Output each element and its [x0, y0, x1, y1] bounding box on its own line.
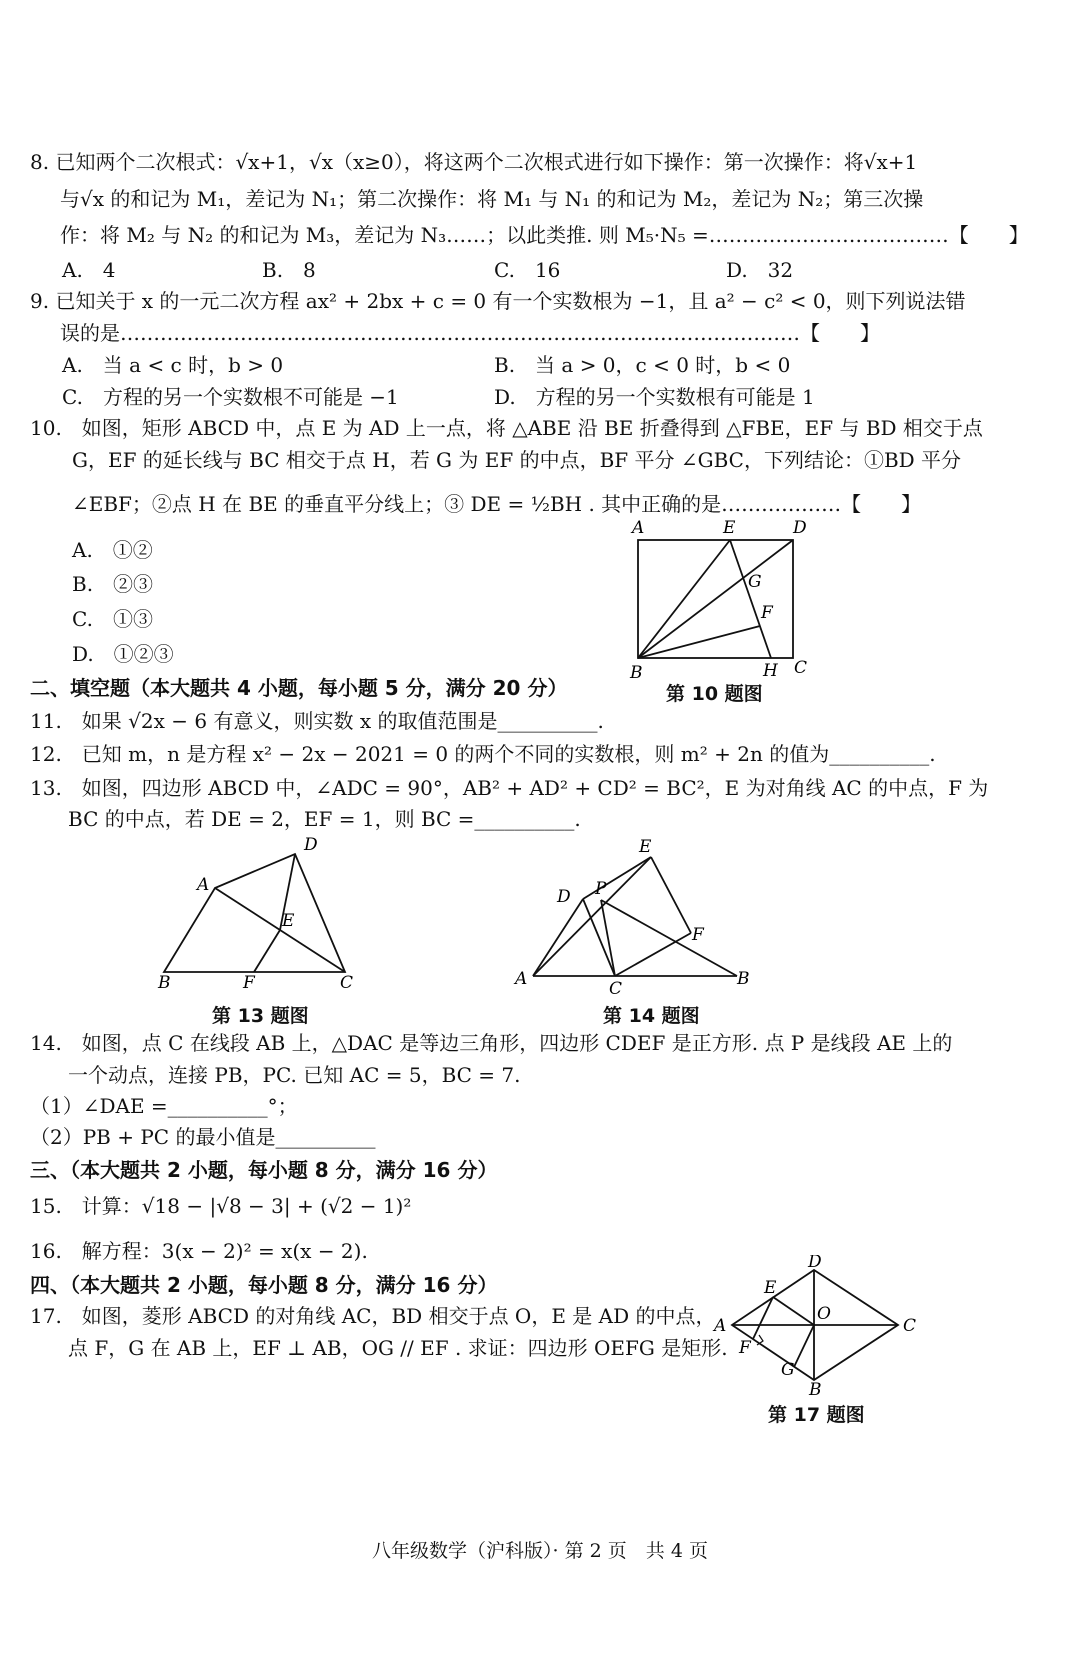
q14-part2: （2）PB + PC 的最小值是__________ [30, 1125, 376, 1149]
q13-caption: 第 13 题图 [212, 1005, 309, 1027]
page-footer: 八年级数学（沪科版）· 第 2 页 共 4 页 [372, 1540, 708, 1562]
q8-option-d: D. 32 [726, 258, 794, 282]
q12: 12. 已知 m，n 是方程 x² − 2x − 2021 = 0 的两个不同的实数根，则 m² + 2n 的值为__________. [30, 742, 936, 766]
q11: 11. 如果 √2x − 6 有意义，则实数 x 的取值范围是__________. [30, 709, 604, 733]
q17-line1: 17. 如图，菱形 ABCD 的对角线 AC，BD 相交于点 O，E 是 AD 的中点， [30, 1304, 716, 1328]
label-c: C [903, 1316, 917, 1336]
label-e: E [723, 518, 736, 538]
q14-part1: （1）∠DAE =__________°； [30, 1094, 298, 1118]
label-c: C [340, 973, 354, 992]
label-f: F [761, 603, 773, 623]
label-d: D [793, 518, 807, 538]
label-c: C [609, 979, 623, 997]
q14-caption: 第 14 题图 [603, 1005, 700, 1027]
label-f: F [692, 925, 704, 945]
segment-eo [773, 1297, 814, 1325]
q10-option-c: C. ①③ [72, 607, 153, 631]
label-b: B [630, 663, 643, 683]
label-e: E [764, 1278, 777, 1298]
q9-option-d: D. 方程的另一个实数根有可能是 1 [494, 385, 815, 409]
q13-figure [150, 832, 370, 992]
segment-fc [615, 933, 691, 976]
q8-line3: 作：将 M₂ 与 N₂ 的和记为 M₃，差记为 N₃……；以此类推. 则 M₅·N₅ =………………………………【 】 [60, 223, 1029, 247]
q10-line2: G，EF 的延长线与 BC 相交于点 H，若 G 为 EF 的中点，BF 平分 ∠GBC，下列结论：①BD 平分 [72, 448, 962, 472]
label-g: G [781, 1360, 795, 1380]
label-b: B [158, 973, 171, 992]
q10-option-a: A. ①② [72, 538, 153, 562]
label-a: A [632, 518, 645, 538]
q16: 16. 解方程：3(x − 2)² = x(x − 2). [30, 1239, 368, 1263]
label-d: D [304, 835, 318, 855]
label-f: F [739, 1338, 751, 1358]
q10-figure [620, 515, 820, 690]
label-h: H [763, 661, 778, 681]
section-3-heading: 三、（本大题共 2 小题，每小题 8 分，满分 16 分） [30, 1158, 498, 1182]
q8-option-b: B. 8 [262, 258, 316, 282]
segment-ad [533, 899, 583, 976]
q8-line1: 8. 已知两个二次根式：√x+1，√x（x≥0），将这两个二次根式进行如下操作：第一次操作：将√x+1 [30, 150, 918, 174]
q9-line2: 误的是…………………………………………………………………………………………【 】 [60, 321, 880, 345]
label-c: C [794, 658, 808, 678]
q10-option-d: D. ①②③ [72, 642, 174, 666]
q9-option-a: A. 当 a < c 时，b > 0 [62, 353, 284, 377]
segment-og [794, 1325, 814, 1367]
section-2-heading: 二、填空题（本大题共 4 小题，每小题 5 分，满分 20 分） [30, 676, 568, 700]
segment-ae [533, 857, 651, 976]
q10-line3: ∠EBF；②点 H 在 BE 的垂直平分线上；③ DE = ½BH . 其中正确的是………………【 】 [72, 492, 922, 516]
label-g: G [748, 572, 762, 592]
q13-line2: BC 的中点，若 DE = 2，EF = 1，则 BC =__________. [68, 807, 581, 831]
label-b: B [809, 1380, 822, 1395]
section-4-heading: 四、（本大题共 2 小题，每小题 8 分，满分 16 分） [30, 1273, 498, 1297]
label-e: E [639, 837, 652, 857]
segment-de [583, 857, 651, 899]
q14-line2: 一个动点，连接 PB，PC. 已知 AC = 5，BC = 7. [68, 1063, 521, 1087]
label-p: P [595, 879, 607, 899]
label-b: B [737, 969, 750, 989]
q17-figure [710, 1255, 935, 1395]
q10-caption: 第 10 题图 [666, 683, 763, 705]
label-d: D [808, 1255, 822, 1272]
label-a: A [714, 1316, 727, 1336]
label-f: F [243, 973, 255, 992]
q17-caption: 第 17 题图 [768, 1404, 865, 1426]
label-e: E [282, 911, 295, 931]
q10-line1: 10. 如图，矩形 ABCD 中，点 E 为 AD 上一点，将 △ABE 沿 BE 折叠得到 △FBE，EF 与 BD 相交于点 [30, 416, 983, 440]
segment-ef [254, 930, 280, 972]
q9-option-b: B. 当 a > 0，c < 0 时，b < 0 [494, 353, 791, 377]
q13-line1: 13. 如图，四边形 ABCD 中，∠ADC = 90°，AB² + AD² + CD² = BC²，E 为对角线 AC 的中点，F 为 [30, 776, 989, 800]
q10-option-b: B. ②③ [72, 572, 154, 596]
segment-eh [730, 540, 771, 658]
q8-line2: 与√x 的和记为 M₁，差记为 N₁；第二次操作：将 M₁ 与 N₁ 的和记为 M₂，差记为 N₂；第三次操 [60, 187, 924, 211]
segment-ef [651, 857, 691, 933]
label-a: A [197, 875, 210, 895]
q8-option-c: C. 16 [494, 258, 561, 282]
label-a: A [515, 969, 528, 989]
right-angle-mark [757, 1335, 763, 1345]
q8-option-a: A. 4 [62, 258, 116, 282]
q14-line1: 14. 如图，点 C 在线段 AB 上，△DAC 是等边三角形，四边形 CDEF 是正方形. 点 P 是线段 AE 上的 [30, 1031, 953, 1055]
q9-option-c: C. 方程的另一个实数根不可能是 −1 [62, 385, 399, 409]
q15: 15. 计算：√18 − |√8 − 3| + (√2 − 1)² [30, 1194, 412, 1218]
q14-figure [505, 832, 770, 997]
label-o: O [817, 1304, 831, 1324]
segment-bf [638, 626, 760, 658]
q9-line1: 9. 已知关于 x 的一元二次方程 ax² + 2bx + c = 0 有一个实数根为 −1，且 a² − c² < 0，则下列说法错 [30, 289, 966, 313]
segment-pc [601, 900, 615, 976]
q17-line2: 点 F，G 在 AB 上，EF ⊥ AB，OG // EF . 求证：四边形 OEFG 是矩形. [68, 1336, 728, 1360]
label-d: D [557, 887, 571, 907]
segment-pb [601, 900, 737, 976]
